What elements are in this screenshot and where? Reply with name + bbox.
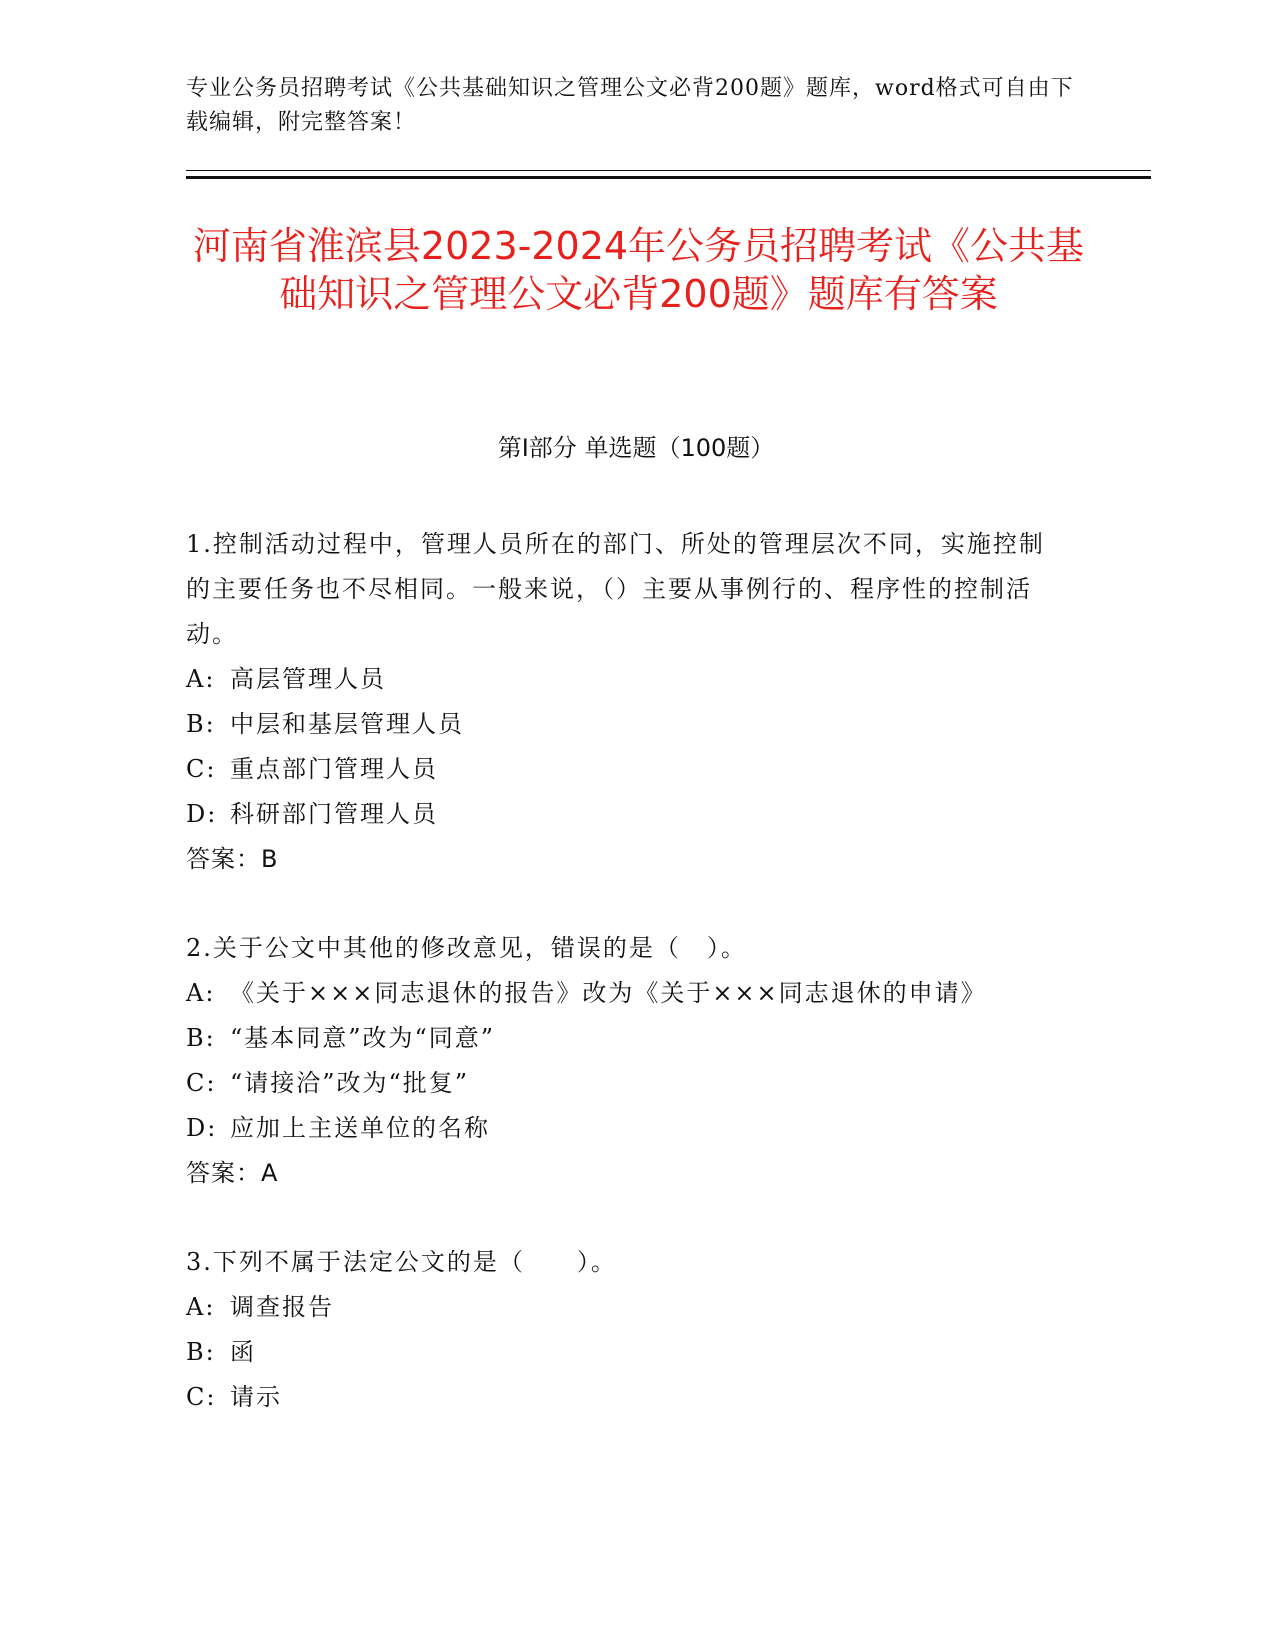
- option-text: 函: [230, 1338, 256, 1366]
- document-title: 河南省淮滨县2023-2024年公务员招聘考试《公共基础知识之管理公文必背200题》题库有答案: [192, 224, 1085, 316]
- option-text: 科研部门管理人员: [230, 800, 438, 828]
- question-stem: 1.控制活动过程中，管理人员所在的部门、所处的管理层次不同，实施控制的主要任务也不尽相同。一般来说，（）主要从事例行的、程序性的控制活动。: [186, 530, 1045, 648]
- question-list: [186, 522, 1066, 1464]
- answer-line: 答案：A: [186, 1159, 279, 1187]
- header-divider-thin: [186, 170, 1151, 171]
- option-text: 应加上主送单位的名称: [230, 1114, 490, 1142]
- option-c: [186, 747, 1066, 792]
- option-letter: A:: [186, 1293, 216, 1321]
- option-a: [186, 971, 1066, 1016]
- option-c: [186, 1061, 1066, 1106]
- option-letter: D:: [186, 1114, 218, 1142]
- option-text: 调查报告: [230, 1293, 334, 1321]
- option-c: [186, 1375, 1066, 1420]
- header-divider-thick: [186, 176, 1151, 179]
- option-letter: A:: [186, 979, 216, 1007]
- option-a: [186, 1285, 1066, 1330]
- section-title: 第Ⅰ部分 单选题（100题）: [497, 434, 775, 462]
- option-text: “请接洽”改为“批复”: [230, 1069, 470, 1097]
- option-text: 中层和基层管理人员: [230, 710, 464, 738]
- option-d: [186, 1106, 1066, 1151]
- option-d: [186, 792, 1066, 837]
- option-letter: D:: [186, 800, 218, 828]
- option-text: “基本同意”改为“同意”: [230, 1024, 496, 1052]
- option-b: [186, 1330, 1066, 1375]
- header-note: 专业公务员招聘考试《公共基础知识之管理公文必背200题》题库，word格式可自由下载编辑，附完整答案！: [186, 76, 1074, 135]
- option-letter: C:: [186, 1383, 217, 1411]
- option-b: [186, 702, 1066, 747]
- option-letter: C:: [186, 755, 217, 783]
- option-letter: C:: [186, 1069, 217, 1097]
- option-text: 请示: [230, 1383, 282, 1411]
- option-text: 重点部门管理人员: [230, 755, 438, 783]
- question-2: [186, 926, 1066, 1196]
- option-letter: B:: [186, 1024, 216, 1052]
- answer-line: 答案：B: [186, 845, 279, 873]
- option-a: [186, 657, 1066, 702]
- option-b: [186, 1016, 1066, 1061]
- option-text: 高层管理人员: [230, 665, 386, 693]
- option-letter: B:: [186, 710, 216, 738]
- question-1: [186, 522, 1066, 882]
- option-letter: A:: [186, 665, 216, 693]
- option-text: 《关于×××同志退休的报告》改为《关于×××同志退休的申请》: [230, 979, 987, 1007]
- question-stem: 3.下列不属于法定公文的是（ ）。: [186, 1248, 617, 1276]
- question-stem: 2.关于公文中其他的修改意见，错误的是（ ）。: [186, 934, 747, 962]
- option-letter: B:: [186, 1338, 216, 1366]
- question-3: [186, 1240, 1066, 1420]
